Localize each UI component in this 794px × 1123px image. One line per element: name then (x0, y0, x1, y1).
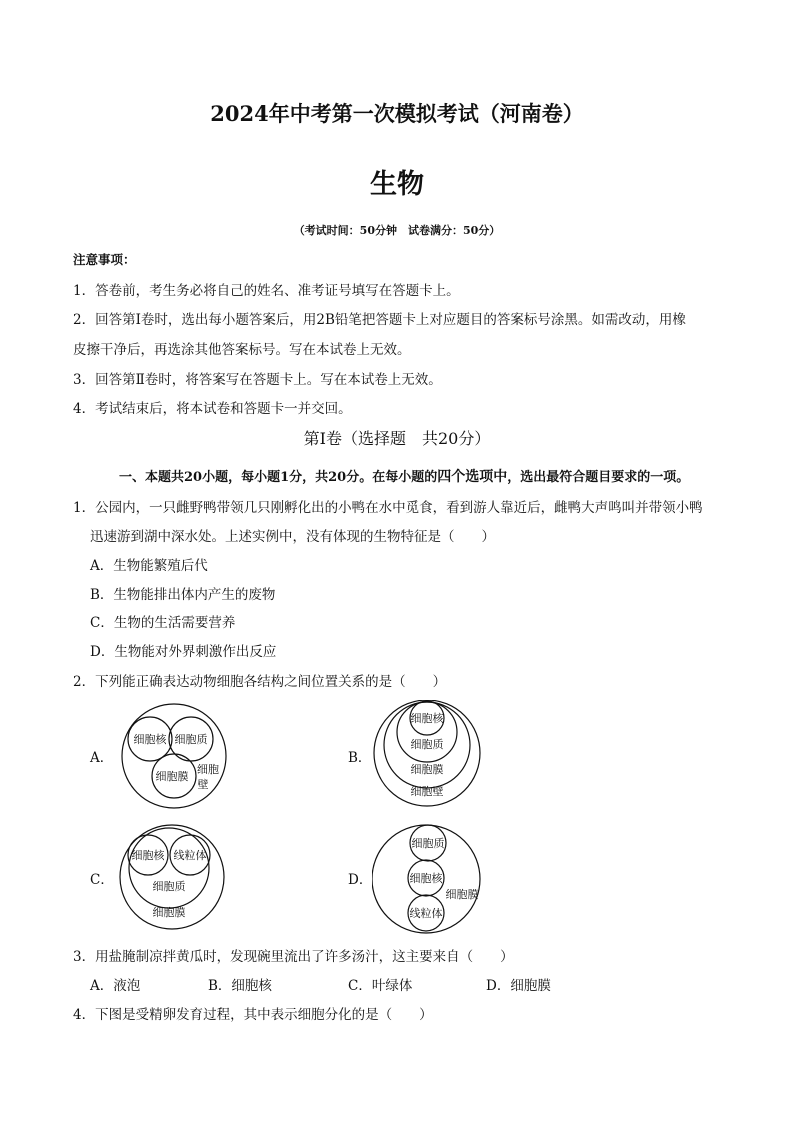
question-3-option-c: C．叶绿体 (348, 978, 413, 994)
question-3-option-d: D．细胞膜 (486, 978, 551, 994)
question-3-option-a: A．液泡 (90, 978, 141, 994)
question-1-option-b: B．生物能排出体内产生的废物 (90, 587, 276, 603)
question-1-option-a: A．生物能繁殖后代 (90, 558, 208, 574)
question-1-option-c: C．生物的生活需要营养 (90, 615, 236, 631)
cell-diagram-d (372, 823, 490, 937)
section-title: 第Ⅰ卷（选择题 共20分） (303, 429, 491, 448)
cytoplasm-label: 细胞质 (174, 733, 208, 746)
nucleus-label: 细胞核 (133, 733, 167, 746)
question-1-stem-continued: 迅速游到湖中深水处。上述实例中，没有体现的生物特征是（ ） (90, 529, 495, 545)
instruction-emphasis: 四个选项中 (437, 469, 508, 485)
question-4-stem: 4．下图是受精卵发育过程，其中表示细胞分化的是（ ） (73, 1007, 433, 1023)
cell-diagram-a (114, 702, 232, 810)
option-d-label: D． (348, 872, 373, 888)
mitochondria-label: 线粒体 (409, 907, 443, 920)
diagram-circle (122, 704, 226, 808)
note-item: 1．答卷前，考生务必将自己的姓名、准考证号填写在答题卡上。 (73, 283, 460, 299)
wall-label: 细胞 (197, 763, 219, 776)
membrane-label: 细胞膜 (445, 888, 479, 901)
note-item: 4．考试结束后，将本试卷和答题卡一并交回。 (73, 401, 352, 417)
section-instruction (119, 466, 689, 486)
note-item: 3．回答第Ⅱ卷时，将答案写在答题卡上。写在本试卷上无效。 (73, 372, 442, 388)
cytoplasm-label: 细胞质 (410, 738, 444, 751)
nucleus-label: 细胞核 (409, 872, 443, 885)
diagram-circle (129, 828, 209, 908)
notes-heading: 注意事项： (73, 252, 136, 267)
option-c-label: C． (90, 872, 114, 888)
cytoplasm-label: 细胞质 (152, 880, 186, 893)
page-title: 2024年中考第一次模拟考试（河南卷） (210, 101, 584, 126)
membrane-label: 细胞膜 (155, 770, 189, 783)
nucleus-label: 细胞核 (410, 712, 444, 725)
instruction-text: ，选出最符合题目要求的一项。 (507, 470, 690, 485)
note-item-continued: 皮擦干净后，再选涂其他答案标号。写在本试卷上无效。 (73, 342, 411, 358)
membrane-label: 细胞膜 (410, 763, 444, 776)
cell-diagram-b (370, 700, 488, 808)
question-1-option-d: D．生物能对外界刺激作出反应 (90, 644, 277, 660)
option-a-label: A． (90, 750, 114, 766)
mitochondria-label: 线粒体 (173, 849, 207, 862)
note-item: 2．回答第Ⅰ卷时，选出每小题答案后，用2B铅笔把答题卡上对应题目的答案标号涂黑。如需改动，用橡 (73, 312, 686, 328)
instruction-text: 一、本题共20小题，每小题1分，共20分。在每小题的 (119, 470, 438, 485)
question-3-option-b: B．细胞核 (208, 978, 272, 994)
nucleus-label: 细胞核 (131, 849, 165, 862)
question-2-stem: 2．下列能正确表达动物细胞各结构之间位置关系的是（ ） (73, 674, 447, 690)
membrane-label: 细胞膜 (152, 906, 186, 919)
cytoplasm-label: 细胞质 (411, 837, 445, 850)
question-3-stem: 3．用盐腌制凉拌黄瓜时，发现碗里流出了许多汤汁，这主要来自（ ） (73, 949, 514, 965)
option-b-label: B． (348, 750, 372, 766)
wall-label: 细胞壁 (410, 785, 444, 798)
cell-diagram-c (112, 823, 230, 931)
wall-label: 壁 (197, 778, 209, 791)
subject-title: 生物 (370, 169, 424, 200)
diagram-circle (397, 702, 457, 762)
question-1-stem: 1．公园内，一只雌野鸭带领几只刚孵化出的小鸭在水中觅食，看到游人靠近后，雌鸭大声鸣叫并带领小鸭 (73, 500, 703, 516)
exam-time-info: （考试时间：50分钟 试卷满分：50分） (293, 224, 501, 237)
